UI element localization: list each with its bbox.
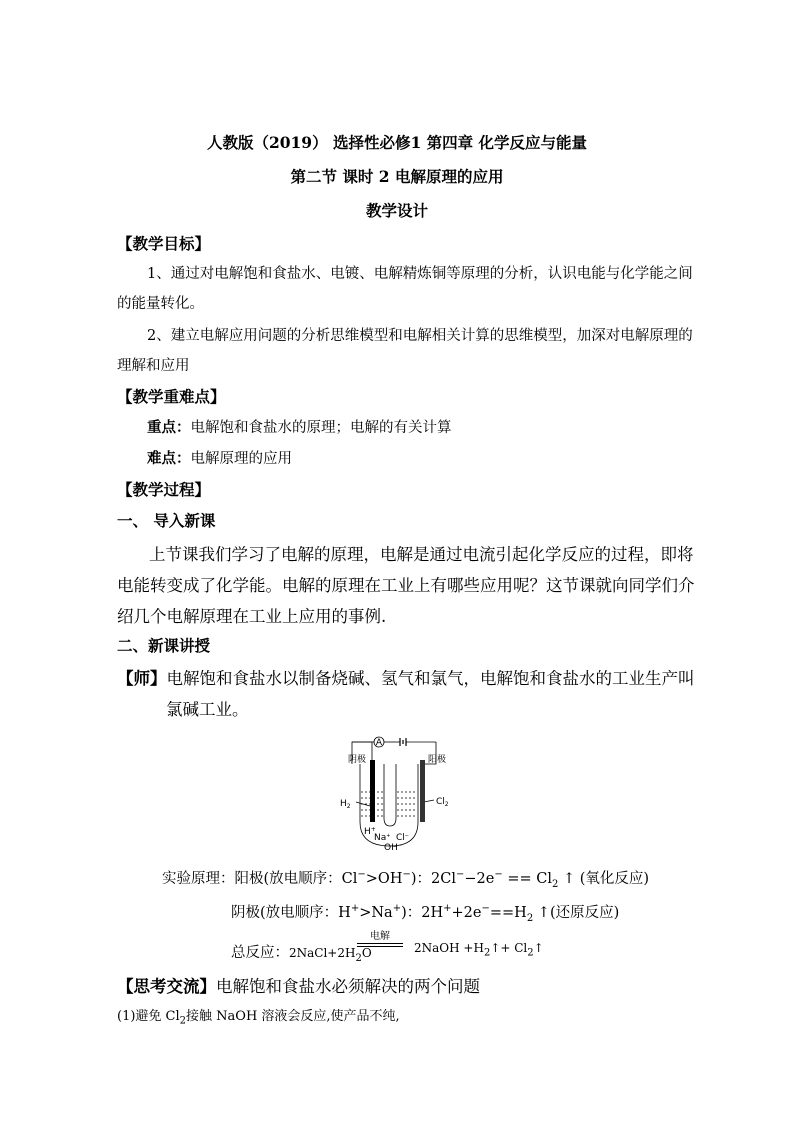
doc-title: 人教版（2019） 选择性必修1 第四章 化学反应与能量 — [206, 133, 588, 152]
cathode-sup: − — [481, 903, 490, 915]
hard-point — [147, 447, 292, 468]
anode-sub: 2 — [551, 878, 559, 890]
cathode-text: 阴极(放电顺序：H — [231, 905, 351, 921]
keypoints-heading: 【教学重难点】 — [117, 387, 226, 406]
section-1-line-3: 绍几个电解原理在工业上应用的事例. — [117, 607, 387, 626]
h2-label: $H_2$ — [340, 799, 351, 810]
thinking-label: 【思考交流】 — [117, 977, 216, 996]
total-reaction-right — [414, 941, 544, 958]
cathode-text: >Na — [359, 905, 393, 921]
anode-sup: − — [494, 869, 503, 881]
objective-2-line-2: 理解和应用 — [117, 358, 190, 374]
teacher-line-2: 氯碱工业。 — [166, 700, 249, 719]
total-label: 总反应： — [231, 945, 289, 961]
principle-label: 实验原理： — [162, 871, 235, 887]
thinking-item-1 — [117, 1005, 400, 1027]
anode-text: == Cl — [502, 871, 552, 887]
doc-type: 教学设计 — [365, 201, 428, 220]
anode-label: 阳极 — [428, 755, 447, 765]
total-right: ↑ — [533, 941, 544, 955]
key-point-text: 电解饱和食盐水的原理；电解的有关计算 — [190, 420, 452, 436]
anode-electrode — [420, 760, 425, 822]
condition-text: 电解 — [370, 931, 390, 942]
principle-anode — [162, 867, 649, 890]
process-heading: 【教学过程】 — [117, 480, 211, 499]
condition-line — [357, 943, 403, 944]
anode-text: )：2Cl — [410, 871, 456, 887]
key-point — [147, 416, 452, 437]
anode-sup: − — [402, 869, 411, 881]
electrolysis-diagram — [340, 734, 456, 852]
section-1-line-2: 电能转变成了化学能。电解的原理在工业上有哪些应用呢？这节课就向同学们介 — [117, 576, 695, 595]
hard-point-label: 难点： — [147, 450, 191, 467]
anode-sup: − — [357, 869, 366, 881]
cathode-sub: 2 — [526, 912, 534, 924]
condition-line — [357, 946, 403, 947]
teacher-label: 【师】 — [117, 669, 167, 688]
cathode-text: +2e — [451, 905, 482, 921]
principle-cathode — [231, 901, 619, 924]
ammeter-label: A — [375, 738, 383, 748]
total-right-sub: 2 — [483, 947, 491, 959]
total-reaction-left — [231, 941, 372, 964]
section-1-title: 一、 导入新课 — [117, 511, 216, 530]
objectives-heading: 【教学目标】 — [117, 234, 211, 253]
cathode-text: ↑(还原反应) — [533, 905, 620, 921]
section-1-line-1: 上节课我们学习了电解的原理，电解是通过电流引起化学反应的过程，即将 — [149, 545, 694, 564]
cathode-sup: + — [392, 903, 402, 915]
objective-1-line-1: 1、通过对电解饱和食盐水、电镀、电解精炼铜等原理的分析，认识电能与化学能之间 — [147, 266, 693, 282]
cl2-label: $Cl_2$ — [436, 797, 449, 808]
key-point-label: 重点： — [147, 419, 191, 436]
total-right-sub: 2 — [527, 947, 534, 959]
thinking-item-text: 接触 NaOH 溶液会反应,使产品不纯, — [186, 1009, 400, 1024]
cathode-text: ==H — [489, 905, 527, 921]
cathode-text: )：2H — [401, 905, 444, 921]
thinking-text: 电解饱和食盐水必须解决的两个问题 — [216, 977, 480, 996]
cathode-label: 阴极 — [348, 755, 367, 765]
total-left-end: O — [361, 946, 372, 960]
na-ion-label: Na+ — [374, 833, 391, 843]
objective-2-line-1: 2、建立电解应用问题的分析思维模型和电解相关计算的思维模型，加深对电解原理的 — [147, 328, 693, 344]
battery-icon — [400, 738, 406, 746]
anode-text: ↑ (氧化反应) — [558, 871, 650, 887]
objective-1-line-2: 的能量转化。 — [117, 296, 204, 312]
cathode-electrode — [370, 760, 375, 822]
anode-text: >OH — [365, 871, 403, 887]
anode-sup: − — [455, 869, 465, 881]
total-left-sub: 2 — [355, 952, 362, 964]
anode-text: 阳极(放电顺序：Cl — [234, 871, 358, 887]
section-2-title: 二、新课讲授 — [117, 636, 211, 655]
oh-ion-label: OH− — [384, 843, 403, 852]
thinking-item-sub: 2 — [179, 1015, 187, 1027]
doc-subtitle: 第二节 课时 2 电解原理的应用 — [290, 167, 504, 186]
cathode-sup: + — [443, 903, 452, 915]
thinking-line — [117, 973, 480, 997]
teacher-text: 电解饱和食盐水以制备烧碱、氢气和氯气，电解饱和食盐水的工业生产叫 — [166, 669, 695, 688]
cathode-sup: + — [350, 903, 360, 915]
h-ion-label: H+ — [364, 826, 376, 837]
total-right: 2NaOH +H — [414, 941, 484, 955]
cl-ion-label: Cl− — [396, 833, 409, 843]
total-right: ↑+ Cl — [490, 941, 528, 955]
total-left: 2NaCl+2H — [289, 946, 356, 960]
anode-text: −2e — [464, 871, 495, 887]
electrolysis-condition — [357, 932, 403, 944]
thinking-item-text: (1)避免 Cl — [117, 1009, 180, 1024]
hard-point-text: 电解原理的应用 — [190, 451, 292, 467]
teacher-line-1 — [117, 665, 695, 689]
